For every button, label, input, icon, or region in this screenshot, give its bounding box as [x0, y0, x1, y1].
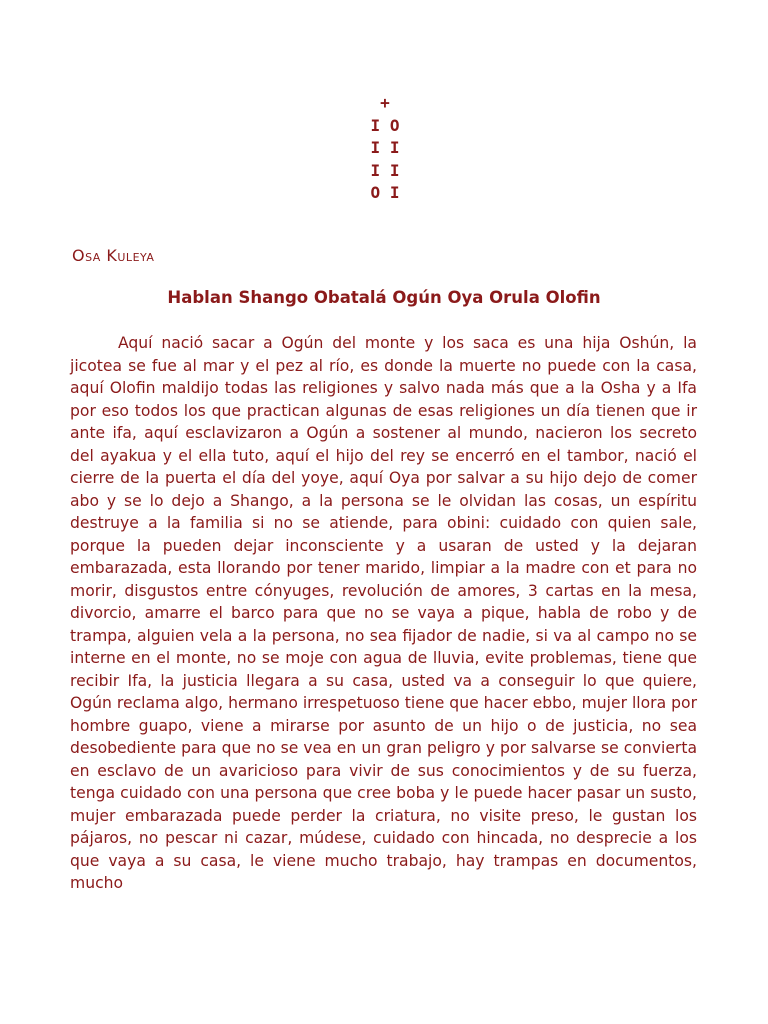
- odu-sign: [330, 92, 440, 205]
- section-subtitle: Hablan Shango Obatalá Ogún Oya Orula Olofin: [167, 288, 601, 307]
- section-heading: Osa Kuleya: [72, 246, 155, 265]
- odu-sign-cross: +: [380, 93, 390, 112]
- odu-sign-row: O I: [370, 183, 400, 202]
- odu-sign-row: I I: [370, 160, 400, 180]
- odu-sign-row: I O: [370, 115, 400, 135]
- odu-sign-row: I I: [370, 138, 400, 157]
- body-paragraph: Aquí nació sacar a Ogún del monte y los saca es una hija Oshún, la jicotea se fue al mar y el pez al río, es donde la muerte no puede con la casa, aquí Olofin maldijo todas las religiones y salvo nada más que a la Osha y a Ifa por eso todos los que practican algunas de esas religiones un día tienen que ir ante ifa, aquí esclavizaron a Ogún a sostener al mundo, nacieron los secreto del ayakua y el ella tuto, aquí el hijo del rey se encerró en el tambor, nació el cierre de la puerta el día del yoye, aquí Oya por salvar a su hijo dejo de comer abo y se lo dejo a Shango, a la persona se le olvidan las cosas, un espíritu destruye a la familia si no se atiende, para obini: cuidado con quien sale, porque la pueden dejar inconsciente y a usaran de usted y la dejaran embarazada, esta llorando por tener marido, limpiar a la madre con et para no morir, disgustos entre cónyuges, revolución de amores, 3 cartas en la mesa, divorcio, amarre el barco para que no se vaya a pique, habla de robo y de trampa, alguien vela a la persona, no sea fijador de nadie, si va al campo no se interne en el monte, no se moje con agua de lluvia, evite problemas, tiene que recibir Ifa, la justicia llegara a su casa, usted va a conseguir lo que quiere, Ogún reclama algo, hermano irrespetuoso tiene que hacer ebbo, mujer llora por hombre guapo, viene a mirarse por asunto de un hijo o de justicia, no sea desobediente para que no se vea en un gran peligro y por salvarse se convierta en esclavo de un avaricioso para vivir de sus conocimientos y de su fuerza, tenga cuidado con una persona que cree boba y le puede hacer pasar un susto, mujer embarazada puede perder la criatura, no visite preso, le gustan los pájaros, no pescar ni cazar, múdese, cuidado con hincada, no desprecie a los que vaya a su casa, le viene mucho trabajo, hay trampas en documentos, mucho: [70, 334, 697, 892]
